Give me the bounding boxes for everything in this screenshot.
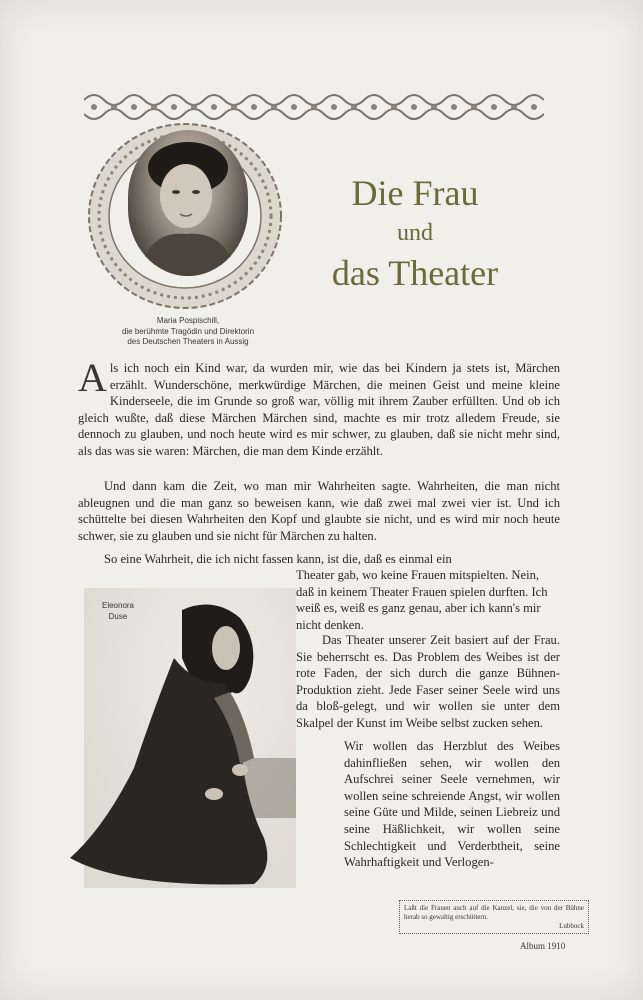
title-line-2: und bbox=[397, 220, 433, 246]
quote-box bbox=[399, 900, 589, 934]
title-line-3: das Theater bbox=[331, 253, 499, 293]
paragraph-2: Und dann kam die Zeit, wo man mir Wahrheiten sagte. Wahrheiten, die man nicht ableugnen und die man ganz so beweisen kann, wie daß zwei mal zwei vier ist. Und ich schüttelte bei diesen Wahrheiten den Kopf und glaubte sie nicht, und es wird mir noch heute schwer, sie zu glauben und sie nicht für Märchen zu halten. bbox=[78, 479, 560, 543]
paragraph-3-text: Theater gab, wo keine Frauen mitspielten. Nein, daß in keinem Theater Frauen spielen durften. Ich weiß es, weiß es ganz genau, aber ich kann's mir nicht denken. bbox=[296, 568, 548, 632]
article-title bbox=[300, 172, 530, 294]
paragraph-1 bbox=[78, 355, 560, 460]
portrait-maria-pospischill bbox=[128, 130, 248, 276]
photo-caption-line2: Duse bbox=[108, 612, 128, 621]
quote-text: Laßt die Frauen auch auf die Kanzel, sie, die von der Bühne herab so gewaltig erschüttern. bbox=[404, 904, 584, 921]
paragraph-4-continued: Wir wollen das Herzblut des Weibes dahinfließen sehen, wir wollen den Aufschrei seiner Seele vernehmen, wir wollen seine schreiende Angst, wir wollen seine Güte und Milde, seinen Liebreiz und seine Häßlichkeit, wir wollen seine Schlechtigkeit und Verderbtheit, seine Wahrhaftigkeit und Verlogen- bbox=[344, 739, 560, 870]
drop-cap: A bbox=[78, 355, 107, 400]
photo-caption bbox=[92, 600, 144, 622]
paragraph-1-text: ls ich noch ein Kind war, da wurden mir, wie das bei Kindern ja stets ist, Märchen erzählt. Wunderschöne, merkwürdige Märchen, die meinen Geist und meine kleine Kinderseele, die im Grunde so groß war, völlig mit ihrem Zauber erfüllten. Und ob ich gleich wußte, daß diese Märchen Märchen sind, machte es mir trotz alledem Freude, sie dennoch zu glauben, und noch heute wird es mir schwer, zu glauben, daß sie nicht mehr sind, als das was sie waren: Märchen, die man dem Kinde erzählt. bbox=[78, 361, 560, 458]
portrait-caption-line2: die berühmte Tragödin und Direktorin bbox=[121, 326, 255, 336]
portrait-caption-name: Maria Pospischill, bbox=[156, 316, 220, 325]
portrait-caption bbox=[88, 316, 288, 348]
footer-album-label: Album 1910 bbox=[520, 941, 566, 951]
portrait-caption-line3: des Deutschen Theaters in Aussig bbox=[127, 337, 249, 346]
quote-author: Lubbock bbox=[559, 922, 584, 930]
paragraph-4: Das Theater unserer Zeit basiert auf der Frau. Sie beherrscht es. Das Problem des Weibes ist der rote Faden, der sich durch die ganze Bühnen-Produktion zieht. Jede Faser seiner Seele wird uns da bloß-gelegt, und wir wollen sie unter dem Skalpel der Kunst im Weibe selbst zucken sehen. bbox=[296, 633, 560, 730]
paragraph-3-first-line: So eine Wahrheit, die ich nicht fassen kann, ist die, daß es einmal ein bbox=[104, 552, 452, 566]
photo-caption-line1: Eleonora bbox=[101, 601, 135, 610]
photo-eleonora-duse bbox=[64, 588, 296, 888]
title-line-1: Die Frau bbox=[351, 173, 479, 213]
